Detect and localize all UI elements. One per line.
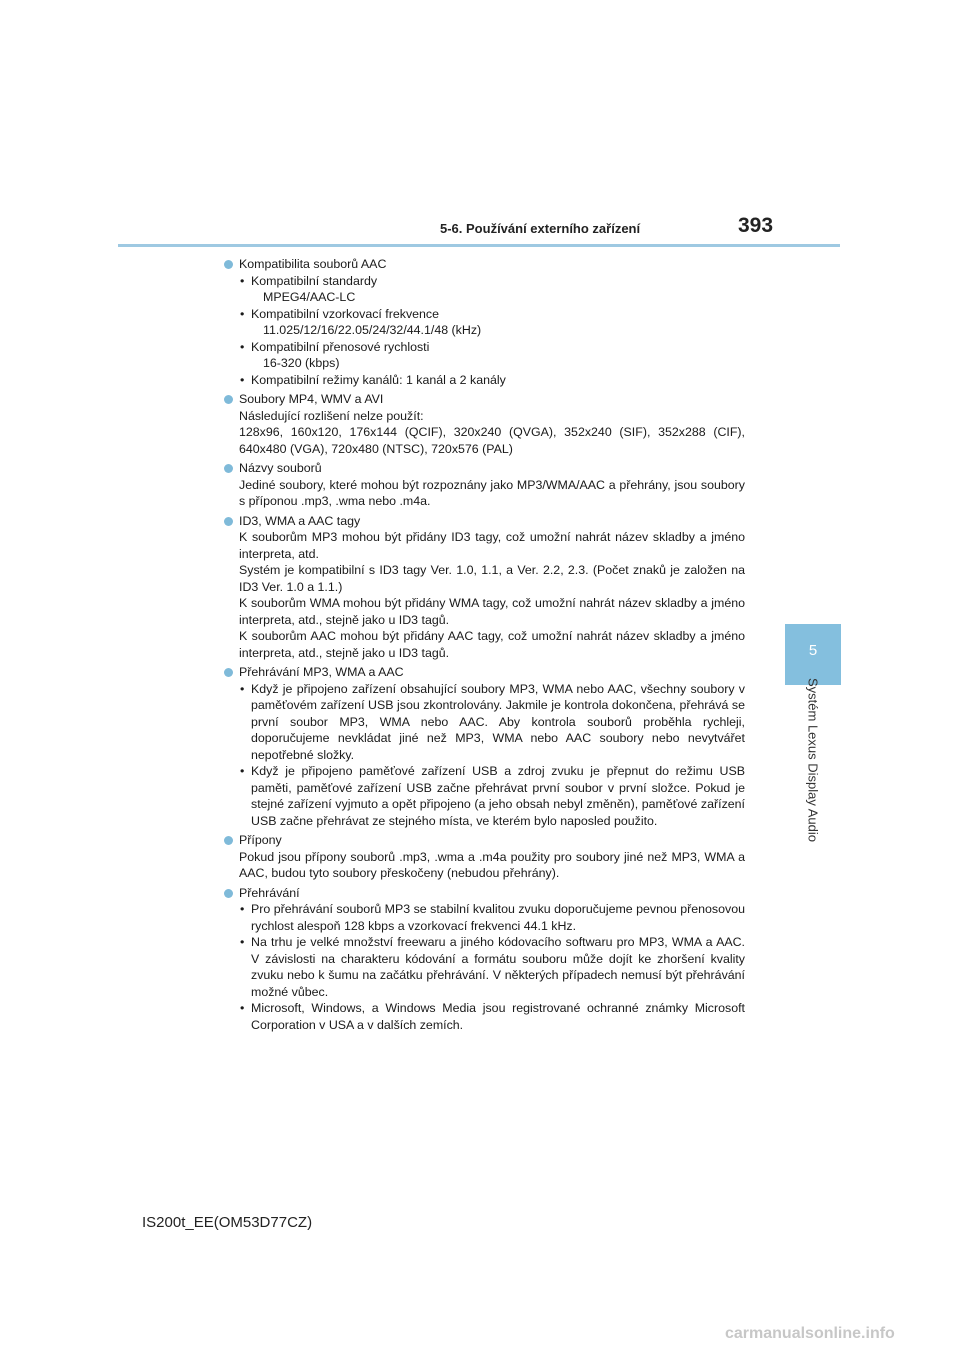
bullet-title — [221, 460, 745, 477]
page-number: 393 — [738, 214, 774, 237]
paragraph: 128x96, 160x120, 176x144 (QCIF), 320x240 (QVGA), 352x240 (SIF), 352x288 (CIF), 640x480 (VGA), 720x480 (NTSC), 720x576 (PAL) — [239, 425, 745, 456]
document-code: IS200t_EE(OM53D77CZ) — [142, 1214, 313, 1231]
bullet-title — [221, 256, 745, 273]
sub-item — [239, 763, 745, 829]
sub-item-text: Kompatibilní standardy — [251, 273, 378, 288]
sub-item — [239, 1000, 745, 1033]
bullet-dot-icon — [224, 889, 233, 898]
bullet-dot-icon — [224, 668, 233, 677]
sub-item — [239, 901, 745, 934]
sub-item-text: Kompatibilní režimy kanálů: 1 kanál a 2 kanály — [251, 372, 506, 387]
bullet-title-text: Přípony — [239, 833, 282, 847]
bullet-title — [221, 513, 745, 530]
chapter-title: Systém Lexus Display Audio — [805, 677, 821, 843]
sub-bullet-icon: • — [240, 273, 245, 288]
sub-bullet-icon: • — [240, 681, 245, 696]
bullet-item — [221, 513, 745, 662]
sub-item — [239, 339, 745, 372]
bullet-dot-icon — [224, 260, 233, 269]
bullet-dot-icon — [224, 464, 233, 473]
bullet-item — [221, 664, 745, 829]
bullet-item — [221, 885, 745, 1034]
paragraph: Pokud jsou přípony souborů .mp3, .wma a .m4a použity pro soubory jiné než MP3, WMA a AAC, budou tyto soubory přeskočeny (nebudou přehrány). — [239, 849, 745, 880]
paragraph: Systém je kompatibilní s ID3 tagy Ver. 1.0, 1.1, a Ver. 2.2, 2.3. (Počet znaků je založen na ID3 Ver. 1.0 a 1.1.) — [239, 563, 745, 594]
paragraph: Následující rozlišení nelze použít: — [239, 408, 424, 423]
bullet-item — [221, 391, 745, 457]
sub-item-text: Pro přehrávání souborů MP3 se stabilní kvalitou zvuku doporučujeme pevnou přenosovou rychlost alespoň 128 kbps a vzorkovací frekvenci 44.1 kHz. — [251, 902, 745, 933]
section-title: 5-6. Používání externího zařízení — [440, 221, 641, 236]
sub-bullet-icon: • — [240, 902, 245, 916]
sub-item-text: Když je připojeno zařízení obsahující soubory MP3, WMA nebo AAC, všechny soubory v paměťovém zařízení USB jsou zkontrolovány. Jakmile je kontrola dokončena, přehrává se první soubor MP3, WMA nebo AAC. Aby kontrola souborů proběhla rychleji, doporučujeme nevkládat jiné než MP3, WMA nebo AAC soubory nebo nevytvářet nepotřebné složky. — [251, 681, 745, 762]
sub-item-text: Na trhu je velké množství freewaru a jiného kódovacího softwaru pro MP3, WMA a AAC. V závislosti na charakteru kódování a formátu souboru může dojít ke zhoršení kvality zvuku nebo k šumu na začátku přehrávání. V některých případech nemusí být přehrávání možné vůbec. — [251, 935, 745, 999]
header-rule — [118, 244, 840, 247]
bullet-title — [221, 885, 745, 902]
bullet-title — [221, 664, 745, 681]
paragraph: K souborům MP3 mohou být přidány ID3 tagy, což umožní nahrát název skladby a jméno interpreta, atd. — [239, 530, 745, 561]
sub-item-value: 16-320 (kbps) — [263, 356, 340, 370]
bullet-title — [221, 391, 745, 408]
sub-item — [239, 306, 745, 339]
bullet-dot-icon — [224, 836, 233, 845]
bullet-dot-icon — [224, 517, 233, 526]
bullet-item — [221, 460, 745, 510]
sub-item-value: 11.025/12/16/22.05/24/32/44.1/48 (kHz) — [263, 323, 482, 337]
sub-bullet-icon: • — [240, 935, 245, 949]
sub-list — [221, 681, 745, 830]
bullet-title-text: Názvy souborů — [239, 461, 322, 475]
sub-bullet-icon: • — [240, 372, 245, 387]
sub-item-text: Když je připojeno paměťové zařízení USB a zdroj zvuku je přepnut do režimu USB paměti, paměťové zařízení USB začne přehrávat první soubor v první složce. Pokud je stejné zařízení vyjmuto a opět připojeno (a jeho obsah nebyl změněn), paměťové zařízení USB začne přehrávat ze stejného místa, ve kterém bylo naposled použito. — [251, 764, 745, 828]
paragraph: K souborům WMA mohou být přidány WMA tagy, což umožní nahrát název skladby a jméno interpreta, atd., stejně jako u ID3 tagů. — [239, 596, 745, 627]
sub-bullet-icon: • — [240, 764, 245, 778]
sub-item — [239, 372, 745, 389]
sub-item — [239, 273, 745, 306]
chapter-number: 5 — [808, 642, 818, 659]
sub-list — [221, 901, 745, 1033]
bullet-item — [221, 256, 745, 388]
sub-item — [239, 934, 745, 1000]
sub-item — [239, 681, 745, 764]
bullet-title-text: Přehrávání — [239, 885, 300, 900]
paragraph: K souborům AAC mohou být přidány AAC tagy, což umožní nahrát název skladby a jméno interpreta, atd., stejně jako u ID3 tagů. — [239, 629, 745, 660]
watermark: carmanualsonline.info — [725, 1325, 895, 1342]
bullet-title-text: Soubory MP4, WMV a AVI — [239, 392, 384, 406]
sub-item-text: Kompatibilní vzorkovací frekvence — [251, 306, 440, 321]
sub-bullet-icon: • — [240, 1001, 245, 1015]
sub-bullet-icon: • — [240, 339, 245, 354]
main-content — [221, 256, 745, 1036]
bullet-title-text: ID3, WMA a AAC tagy — [239, 513, 361, 528]
sub-item-value: MPEG4/AAC-LC — [263, 290, 356, 304]
bullet-item — [221, 832, 745, 882]
sub-item-text: Microsoft, Windows, a Windows Media jsou registrované ochranné známky Microsoft Corporation v USA a v dalších zemích. — [251, 1001, 745, 1032]
bullet-dot-icon — [224, 395, 233, 404]
sub-bullet-icon: • — [240, 306, 245, 321]
bullet-title-text: Přehrávání MP3, WMA a AAC — [239, 665, 404, 679]
paragraph: Jediné soubory, které mohou být rozpoznány jako MP3/WMA/AAC a přehrány, jsou soubory s příponou .mp3, .wma nebo .m4a. — [239, 477, 745, 508]
sub-item-text: Kompatibilní přenosové rychlosti — [251, 339, 430, 354]
bullet-title-text: Kompatibilita souborů AAC — [239, 257, 387, 271]
bullet-title — [221, 832, 745, 849]
sub-list — [221, 273, 745, 389]
